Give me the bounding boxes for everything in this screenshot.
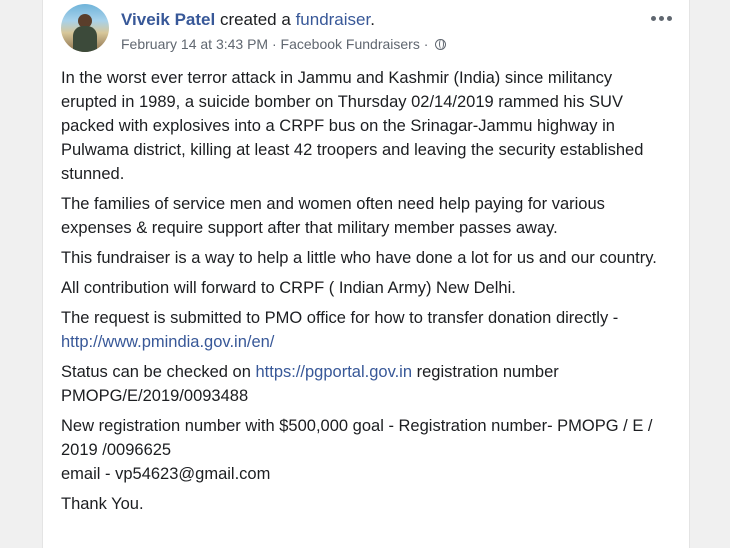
paragraph-attack: In the worst ever terror attack in Jammu and Kashmir (India) since militancy erupted in 1989, a suicide bomber on Thursday 02/14/2019 rammed his SUV packed with explosives into a CRPF bus on the Srinagar-Jammu highway in Pulwama district, killing at least 42 troopers and leaving the security established stunned. <box>61 69 644 183</box>
avatar-person-body <box>73 26 97 52</box>
paragraph-families: The families of service men and women often need help paying for various expenses & require support after that military member passes away. <box>61 195 605 237</box>
post-card <box>42 0 690 548</box>
post-title-line <box>121 10 375 30</box>
meta-separator-2: · <box>423 36 429 52</box>
request-text: The request is submitted to PMO office for how to transfer donation directly - <box>61 309 619 327</box>
paragraph-status <box>61 360 661 408</box>
action-suffix: . <box>370 10 375 29</box>
source-link[interactable]: Facebook Fundraisers <box>280 36 420 52</box>
paragraph-contribution: All contribution will forward to CRPF ( Indian Army) New Delhi. <box>61 279 516 297</box>
paragraph-new-registration: New registration number with $500,000 goal - Registration number- PMOPG / E / 2019 /0096625 <box>61 417 653 459</box>
author-name-link[interactable]: Viveik Patel <box>121 10 216 29</box>
more-dot <box>651 16 656 21</box>
fundraiser-link[interactable]: fundraiser <box>295 10 371 29</box>
action-prefix: created a <box>219 10 291 29</box>
globe-icon[interactable] <box>435 39 446 50</box>
post-body <box>61 66 661 522</box>
more-dot <box>659 16 664 21</box>
timestamp-link[interactable]: February 14 at 3:43 PM <box>121 36 269 52</box>
post-header <box>61 4 677 56</box>
more-dot <box>667 16 672 21</box>
more-horizontal-icon[interactable] <box>651 16 671 22</box>
paragraph-request <box>61 306 661 354</box>
post-meta-line <box>121 35 446 53</box>
paragraph-thanks: Thank You. <box>61 495 144 513</box>
pmindia-link[interactable]: http://www.pmindia.gov.in/en/ <box>61 333 275 351</box>
status-suffix: registration number PMOPG/E/2019/0093488 <box>61 363 559 405</box>
meta-separator: · <box>271 36 277 52</box>
pgportal-link[interactable]: https://pgportal.gov.in <box>255 363 413 381</box>
paragraph-email: email - vp54623@gmail.com <box>61 465 271 483</box>
paragraph-purpose: This fundraiser is a way to help a little who have done a lot for us and our country. <box>61 249 657 267</box>
avatar[interactable] <box>61 4 109 52</box>
status-prefix: Status can be checked on <box>61 363 251 381</box>
